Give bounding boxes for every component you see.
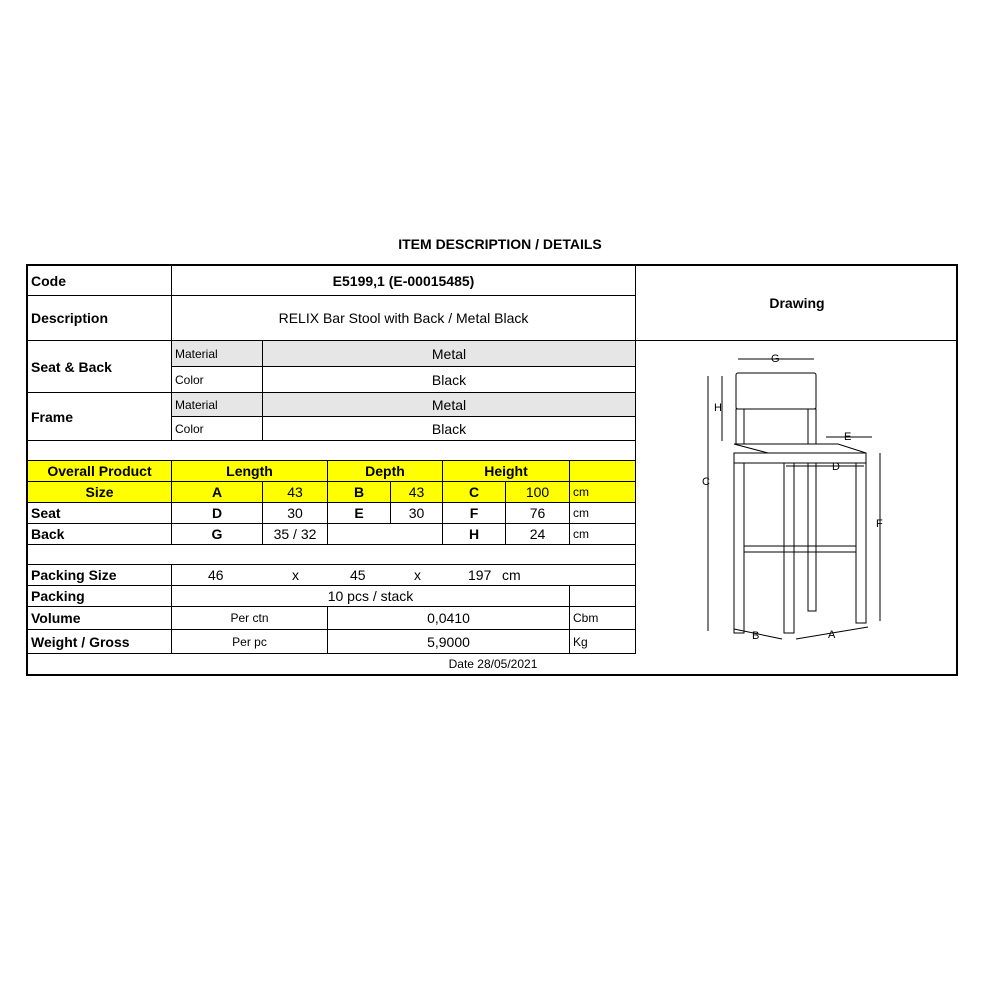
overall-unit: cm [570,482,636,503]
drawing-seat-top [734,444,866,453]
volume-unit: Cbm [570,607,636,630]
back-length-key: G [172,524,263,545]
drawing-label-a: A [828,629,836,641]
date-row: Date 28/05/2021 [448,657,538,671]
weight-value: 5,9000 [328,630,570,654]
volume-basis: Per ctn [172,607,328,630]
frame-material-value: Metal [263,393,636,417]
code-value: E5199,1 (E-00015485) [172,266,636,296]
drawing-label-e: E [844,431,852,443]
drawing-header: Drawing [636,266,958,341]
drawing-footrest [744,546,856,552]
depth-header: Depth [328,461,443,482]
size-label: Size [28,482,172,503]
seat-height-key: F [443,503,506,524]
seat-depth-value: 30 [391,503,443,524]
spacer-row-2 [28,545,636,565]
back-unit: cm [570,524,636,545]
drawing-back-post-right [808,409,816,444]
overall-height-value: 100 [506,482,570,503]
packing-size-value [172,565,636,586]
overall-depth-key: B [328,482,391,503]
drawing-label-g: G [771,353,780,365]
packing-unit-empty [570,586,636,607]
frame-color-value: Black [263,417,636,441]
length-header: Length [172,461,328,482]
drawing-leg-back-left [734,463,744,633]
weight-unit: Kg [570,630,636,654]
overall-depth-value: 43 [391,482,443,503]
description-value: RELIX Bar Stool with Back / Metal Black [172,296,636,341]
seat-height-value: 76 [506,503,570,524]
drawing-seat-front [734,453,866,463]
seat-back-label: Seat & Back [28,341,172,393]
height-header: Height [443,461,570,482]
drawing-label-d: D [832,461,840,473]
packing-size-x1: x [292,567,299,583]
drawing-leg-front-right [856,463,866,623]
seat-label: Seat [28,503,172,524]
drawing-label-b: B [752,630,760,642]
packing-size-unit: cm [502,567,521,583]
packing-size-2: 45 [350,567,366,583]
back-depth-empty [328,524,443,545]
drawing-label-c: C [702,476,710,488]
seat-back-color-label: Color [172,367,263,393]
packing-size-x2: x [414,567,421,583]
drawing-backrest [736,373,816,409]
drawing-back-post-left [736,409,744,444]
seat-back-material-label: Material [172,341,263,367]
seat-back-material-value: Metal [263,341,636,367]
frame-label: Frame [28,393,172,441]
volume-label: Volume [28,607,172,630]
drawing-leg-front-left [784,463,794,633]
packing-value: 10 pcs / stack [172,586,570,607]
unit-header [570,461,636,482]
back-length-value: 35 / 32 [263,524,328,545]
weight-basis: Per pc [172,630,328,654]
overall-length-value: 43 [263,482,328,503]
drawing-label-h: H [714,402,722,414]
drawing-leg-back-right [808,463,816,611]
frame-color-label: Color [172,417,263,441]
seat-length-value: 30 [263,503,328,524]
code-label: Code [28,266,172,296]
spacer-row [28,441,636,461]
seat-back-color-value: Black [263,367,636,393]
packing-size-label: Packing Size [28,565,172,586]
frame-material-label: Material [172,393,263,417]
weight-label: Weight / Gross [28,630,172,654]
back-height-key: H [443,524,506,545]
packing-label: Packing [28,586,172,607]
packing-size-3: 197 [468,567,492,583]
seat-unit: cm [570,503,636,524]
overall-product-label: Overall Product [28,461,172,482]
drawing-area [636,341,958,654]
packing-size-1: 46 [208,567,224,583]
volume-value: 0,0410 [328,607,570,630]
description-label: Description [28,296,172,341]
back-height-value: 24 [506,524,570,545]
bar-stool-drawing [636,341,958,654]
item-details-sheet [26,264,958,676]
seat-length-key: D [172,503,263,524]
drawing-label-f: F [876,518,883,530]
seat-depth-key: E [328,503,391,524]
back-label: Back [28,524,172,545]
document-title: ITEM DESCRIPTION / DETAILS [398,236,602,252]
overall-height-key: C [443,482,506,503]
overall-length-key: A [172,482,263,503]
